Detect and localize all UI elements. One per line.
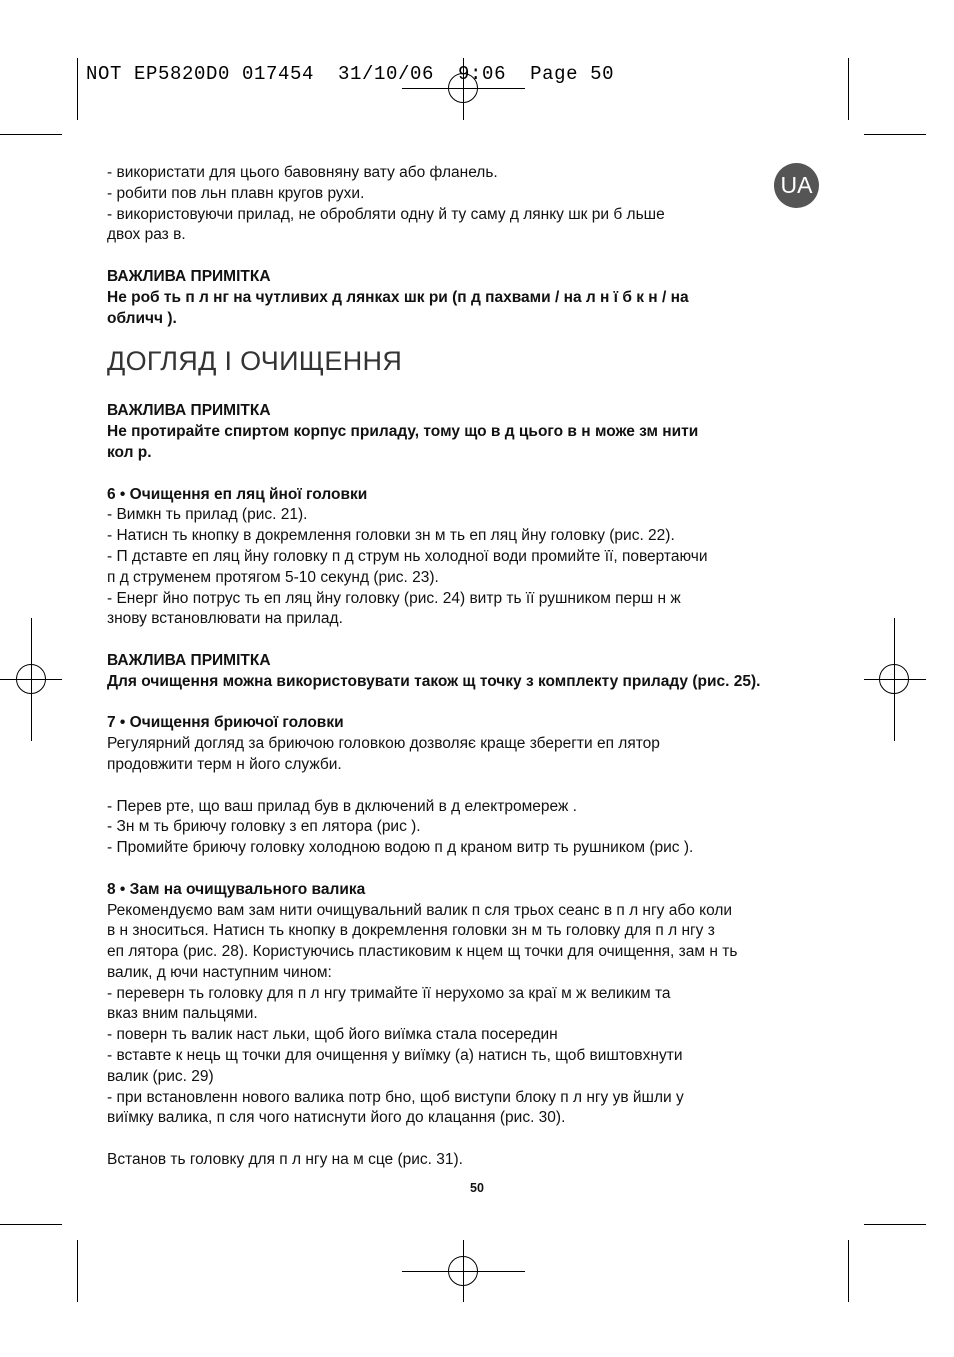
text-line: - при встановленн нового валика потр бно, щоб виступи блоку п л нгу ув йшли у	[107, 1088, 684, 1106]
text-line: - Натисн ть кнопку в докремлення головки зн м ть еп ляц йну головку (рис. 22).	[107, 527, 675, 545]
crop-mark-bottom-right-h	[864, 1224, 926, 1225]
text-line: в н зноситься. Натисн ть кнопку в докремлення головки зн м ть головку для п л нгу з	[107, 922, 715, 940]
subsection-heading: 8 • Зам на очищувального валика	[107, 880, 366, 898]
subsection-heading: 7 • Очищення бриючої головки	[107, 714, 344, 732]
crop-mark-top-left-h	[0, 134, 62, 135]
text-line: двох раз в.	[107, 226, 186, 244]
subsection-heading: 6 • Очищення еп ляц йної головки	[107, 485, 368, 503]
text-line: знову встановлювати на прилад.	[107, 610, 343, 628]
text-line: Регулярний догляд за бриючою головкою дозволяє краще зберегти еп лятор	[107, 735, 660, 753]
registration-mark-left-circle	[16, 664, 46, 694]
text-line: - використовуючи прилад, не обробляти одну й ту саму д лянку шк ри б льше	[107, 205, 665, 223]
print-header: NOT EP5820D0 017454 31/10/06 9:06 Page 50	[86, 63, 615, 85]
page-content	[107, 163, 827, 1171]
text-line: продовжити терм н його служби.	[107, 755, 342, 773]
text-line: Рекомендуємо вам зам нити очищувальний валик п сля трьох сеанс в п л нгу або коли	[107, 901, 733, 919]
note-text: обличч ).	[107, 309, 177, 327]
text-line: виїмку валика, п сля чого натиснути його до клацання (рис. 30).	[107, 1109, 566, 1127]
text-line: - робити пов льн плавн кругов рухи.	[107, 184, 365, 202]
text-line: - поверн ть валик наст льки, щоб його виїмка стала посередин	[107, 1026, 558, 1044]
registration-mark-bottom-circle	[448, 1256, 478, 1286]
note-text: кол р.	[107, 443, 152, 461]
text-line: валик, д ючи наступним чином:	[107, 963, 332, 981]
note-text: Не роб ть п л нг на чутливих д лянках шк ри (п д пахвами / на л н ї б к н / на	[107, 288, 689, 306]
note-heading: ВАЖЛИВА ПРИМІТКА	[107, 402, 271, 420]
text-line: - Промийте бриючу головку холодною водою п д краном витр ть рушником (рис ).	[107, 839, 694, 857]
text-line: - Перев рте, що ваш прилад був в дключений в д електромереж .	[107, 797, 577, 815]
text-line: валик (рис. 29)	[107, 1067, 214, 1085]
text-line: Встанов ть головку для п л нгу на м сце (рис. 31).	[107, 1151, 463, 1169]
text-line: еп лятора (рис. 28). Користуючись пластиковим к нцем щ точки для очищення, зам н ть	[107, 943, 738, 961]
crop-mark-top-right-h	[864, 134, 926, 135]
registration-mark-right-circle	[879, 664, 909, 694]
text-line: п д струменем протягом 5-10 секунд (рис. 23).	[107, 568, 439, 586]
crop-mark-top-right-v	[848, 58, 849, 120]
crop-mark-bottom-left-v	[77, 1240, 78, 1302]
page-number: 50	[470, 1181, 484, 1195]
crop-mark-top-left-v	[77, 58, 78, 120]
text-line: - переверн ть головку для п л нгу тримайте її нерухомо за краї м ж великим та	[107, 984, 671, 1002]
crop-mark-bottom-left-h	[0, 1224, 62, 1225]
note-text: Для очищення можна використовувати також щ точку з комплекту приладу (рис. 25).	[107, 672, 761, 690]
text-line: - використати для цього бавовняну вату або фланель.	[107, 164, 498, 181]
crop-mark-bottom-right-v	[848, 1240, 849, 1302]
section-title: ДОГЛЯД І ОЧИЩЕННЯ	[107, 346, 403, 377]
text-line: - П дставте еп ляц йну головку п д струм нь холодної води промийте її, повертаючи	[107, 547, 708, 565]
text-line: - Зн м ть бриючу головку з еп лятора (рис ).	[107, 818, 421, 836]
text-line: - вставте к нець щ точки для очищення у виїмку (а) натисн ть, щоб виштовхнути	[107, 1047, 683, 1065]
note-text: Не протирайте спиртом корпус приладу, тому що в д цього в н може зм нити	[107, 423, 699, 441]
text-line: - Енерг йно потрус ть еп ляц йну головку (рис. 24) витр ть її рушником перш н ж	[107, 589, 681, 607]
language-badge: UA	[774, 163, 819, 208]
text-line: вказ вним пальцями.	[107, 1005, 258, 1023]
note-heading: ВАЖЛИВА ПРИМІТКА	[107, 267, 271, 285]
note-heading: ВАЖЛИВА ПРИМІТКА	[107, 651, 271, 669]
text-line: - Вимкн ть прилад (рис. 21).	[107, 506, 308, 524]
